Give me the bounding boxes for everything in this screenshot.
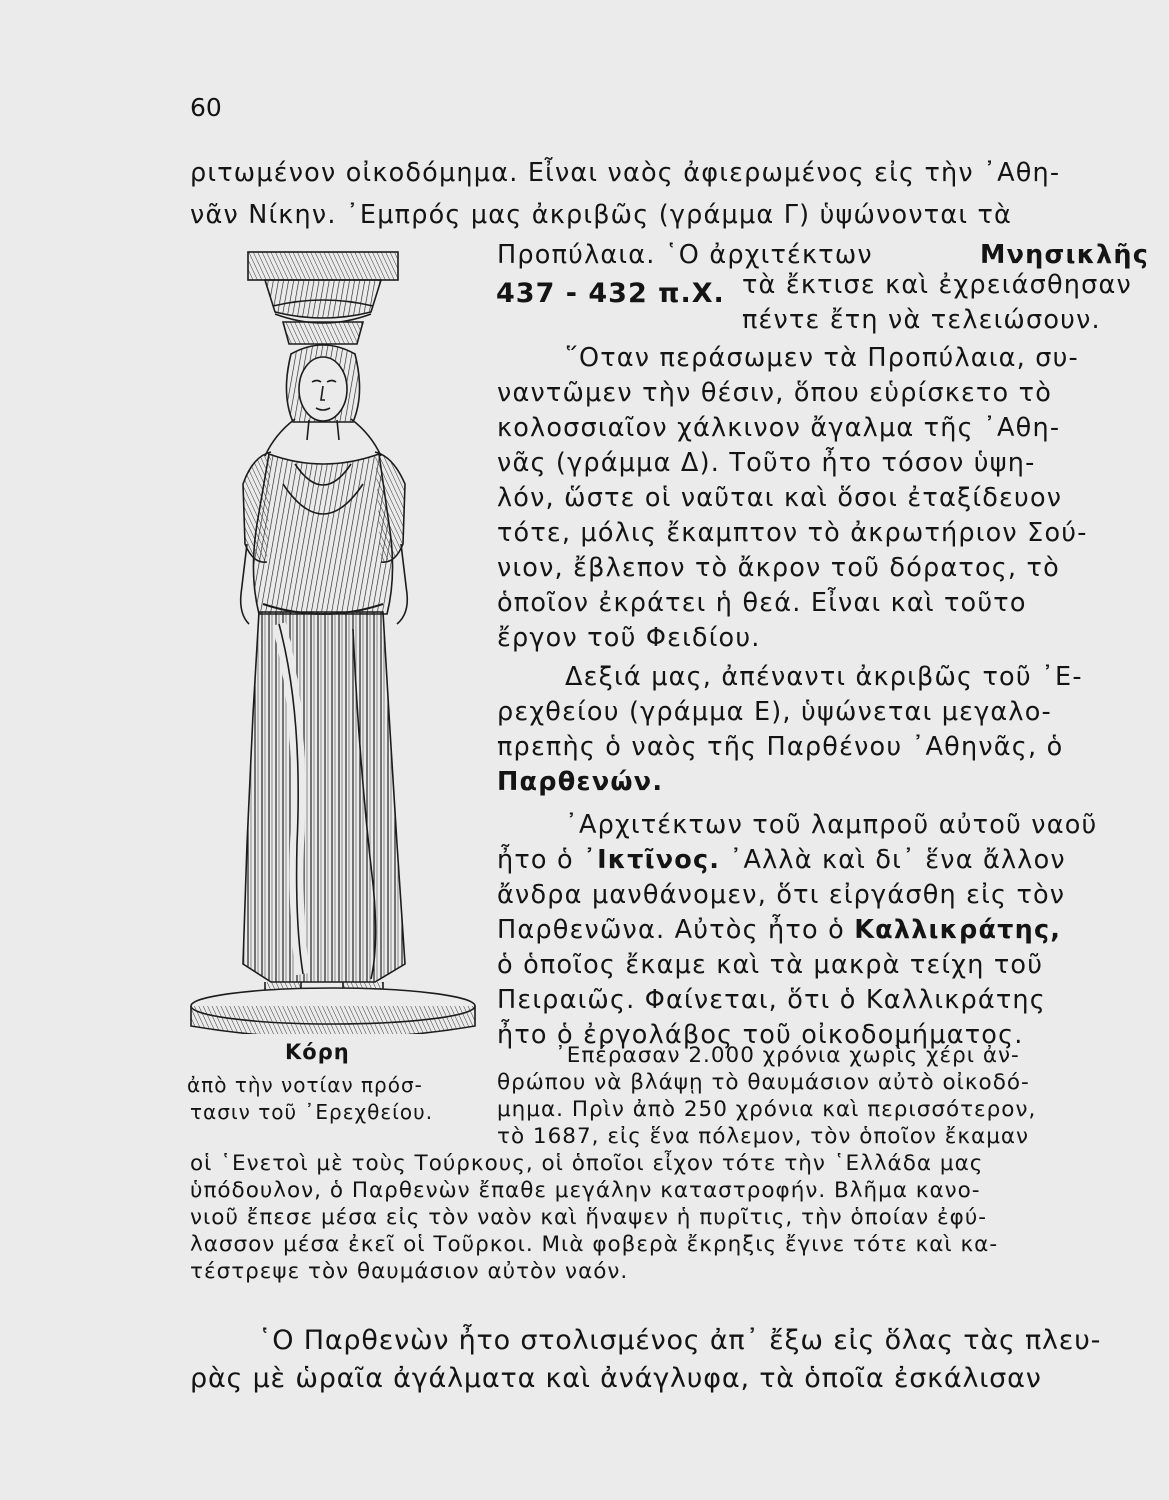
kore-statue-illustration xyxy=(183,244,488,1034)
caption-line: τασιν τοῦ ᾿Ερεχθείου. xyxy=(190,1100,434,1124)
small-text-line: νιοῦ ἔπεσε μέσα εἰς τὸν ναὸν καὶ ἥναψεν ἡ πυρῖτις, τὴν ὁποίαν ἐφύ- xyxy=(190,1205,988,1230)
text-line: ἦτο ὁ ἐργολάβος τοῦ οἰκοδομήματος. xyxy=(497,1020,1024,1050)
text-line: πρεπὴς ὁ ναὸς τῆς Παρθένου ᾿Αθηνᾶς, ὁ xyxy=(497,732,1064,762)
text-line: ναντῶμεν τὴν θέσιν, ὅπου εὑρίσκετο τὸ xyxy=(497,378,1053,408)
text-line: ᾿Αρχιτέκτων τοῦ λαμπροῦ αὐτοῦ ναοῦ xyxy=(565,810,1098,840)
text-line: ῞Οταν περάσωμεν τὰ Προπύλαια, συ- xyxy=(565,343,1079,373)
text-line: Προπύλαια. ῾Ο ἀρχιτέκτων xyxy=(497,240,873,270)
page-number: 60 xyxy=(190,93,222,122)
caption-title: Κόρη xyxy=(285,1040,350,1064)
text-line: νᾶς (γράμμα Δ). Τοῦτο ἦτο τόσον ὑψη- xyxy=(497,448,1036,478)
text-line: κολοσσιαῖον χάλκινον ἄγαλμα τῆς ᾿Αθη- xyxy=(497,413,1061,443)
text-fragment: ᾿Αλλὰ καὶ δι᾿ ἕνα ἄλλον xyxy=(729,845,1066,875)
text-line: ὁ ὁποῖος ἔκαμε καὶ τὰ μακρὰ τείχη τοῦ xyxy=(497,950,1044,980)
text-line: ἔργον τοῦ Φειδίου. xyxy=(497,623,761,653)
architect-name: Μνησικλῆς xyxy=(980,240,1150,270)
text-line: ὁποῖον ἐκράτει ἡ θεά. Εἶναι καὶ τοῦτο xyxy=(497,588,1027,618)
small-text-line: ᾿Επέρασαν 2.000 χρόνια χωρὶς χέρι ἀν- xyxy=(555,1043,1020,1068)
small-text-line: οἱ ῾Ενετοὶ μὲ τοὺς Τούρκους, οἱ ὁποῖοι εἶχον τότε τὴν ῾Ελλάδα μας xyxy=(190,1151,984,1176)
small-text-line: ὑπόδουλον, ὁ Παρθενὼν ἔπαθε μεγάλην καταστροφήν. Βλῆμα κανο- xyxy=(190,1178,981,1203)
parthenon-name: Παρθενών. xyxy=(497,767,664,797)
text-line: Πειραιῶς. Φαίνεται, ὅτι ὁ Καλλικράτης xyxy=(497,985,1046,1015)
text-line: Δεξιά μας, ἀπέναντι ἀκριβῶς τοῦ ᾿Ε- xyxy=(565,662,1083,692)
text-line: ριτωμένον οἰκοδόμημα. Εἶναι ναὸς ἀφιερωμένος εἰς τὴν ᾿Αθη- xyxy=(190,158,1061,188)
text-fragment: Παρθενῶνα. Αὐτὸς ἦτο ὁ xyxy=(497,915,845,945)
date-range: 437 - 432 π.Χ. xyxy=(496,278,725,309)
small-text-line: μημα. Πρὶν ἀπὸ 250 χρόνια καὶ περισσότερον, xyxy=(497,1097,1037,1122)
text-line: ρεχθείου (γράμμα Ε), ὑψώνεται μεγαλο- xyxy=(497,697,1052,727)
caption-line: ἀπὸ τὴν νοτίαν πρόσ- xyxy=(187,1073,423,1097)
text-line: πέντε ἔτη νὰ τελειώσουν. xyxy=(742,305,1101,335)
small-text-line: θρώπου νὰ βλάψῃ τὸ θαυμάσιον αὐτὸ οἰκοδό- xyxy=(497,1070,1030,1095)
text-line: τότε, μόλις ἔκαμπτον τὸ ἀκρωτήριον Σού- xyxy=(497,518,1088,548)
text-line xyxy=(497,845,1066,875)
small-text-line: λασσον μέσα ἐκεῖ οἱ Τοῦρκοι. Μιὰ φοβερὰ ἔκρηξις ἔγινε τότε καὶ κα- xyxy=(190,1232,999,1257)
text-line: ρὰς μὲ ὡραῖα ἀγάλματα καὶ ἀνάγλυφα, τὰ ὁποῖα ἐσκάλισαν xyxy=(190,1363,1042,1394)
small-text-line: τέστρεψε τὸν θαυμάσιον αὐτὸν ναόν. xyxy=(190,1259,629,1284)
text-fragment: ἦτο ὁ xyxy=(497,845,574,875)
small-text-line: τὸ 1687, εἰς ἕνα πόλεμον, τὸν ὁποῖον ἔκαμαν xyxy=(497,1124,1030,1149)
text-line: νᾶν Νίκην. ᾿Εμπρός μας ἀκριβῶς (γράμμα Γ) ὑψώνονται τὰ xyxy=(190,200,1013,230)
kallikrates-name: Καλλικράτης, xyxy=(854,915,1062,945)
text-line: λόν, ὥστε οἱ ναῦται καὶ ὅσοι ἐταξίδευον xyxy=(497,483,1063,513)
text-line: τὰ ἔκτισε καὶ ἐχρειάσθησαν xyxy=(742,270,1132,300)
text-line: ἄνδρα μανθάνομεν, ὅτι εἰργάσθη εἰς τὸν xyxy=(497,880,1066,910)
text-line: ῾Ο Παρθενὼν ἦτο στολισμένος ἀπ᾿ ἔξω εἰς ὅλας τὰς πλευ- xyxy=(258,1325,1102,1356)
ictinus-name: ᾿Ικτῖνος. xyxy=(583,845,721,875)
text-line xyxy=(497,915,1061,945)
text-line: νιον, ἔβλεπον τὸ ἄκρον τοῦ δόρατος, τὸ xyxy=(497,553,1060,583)
